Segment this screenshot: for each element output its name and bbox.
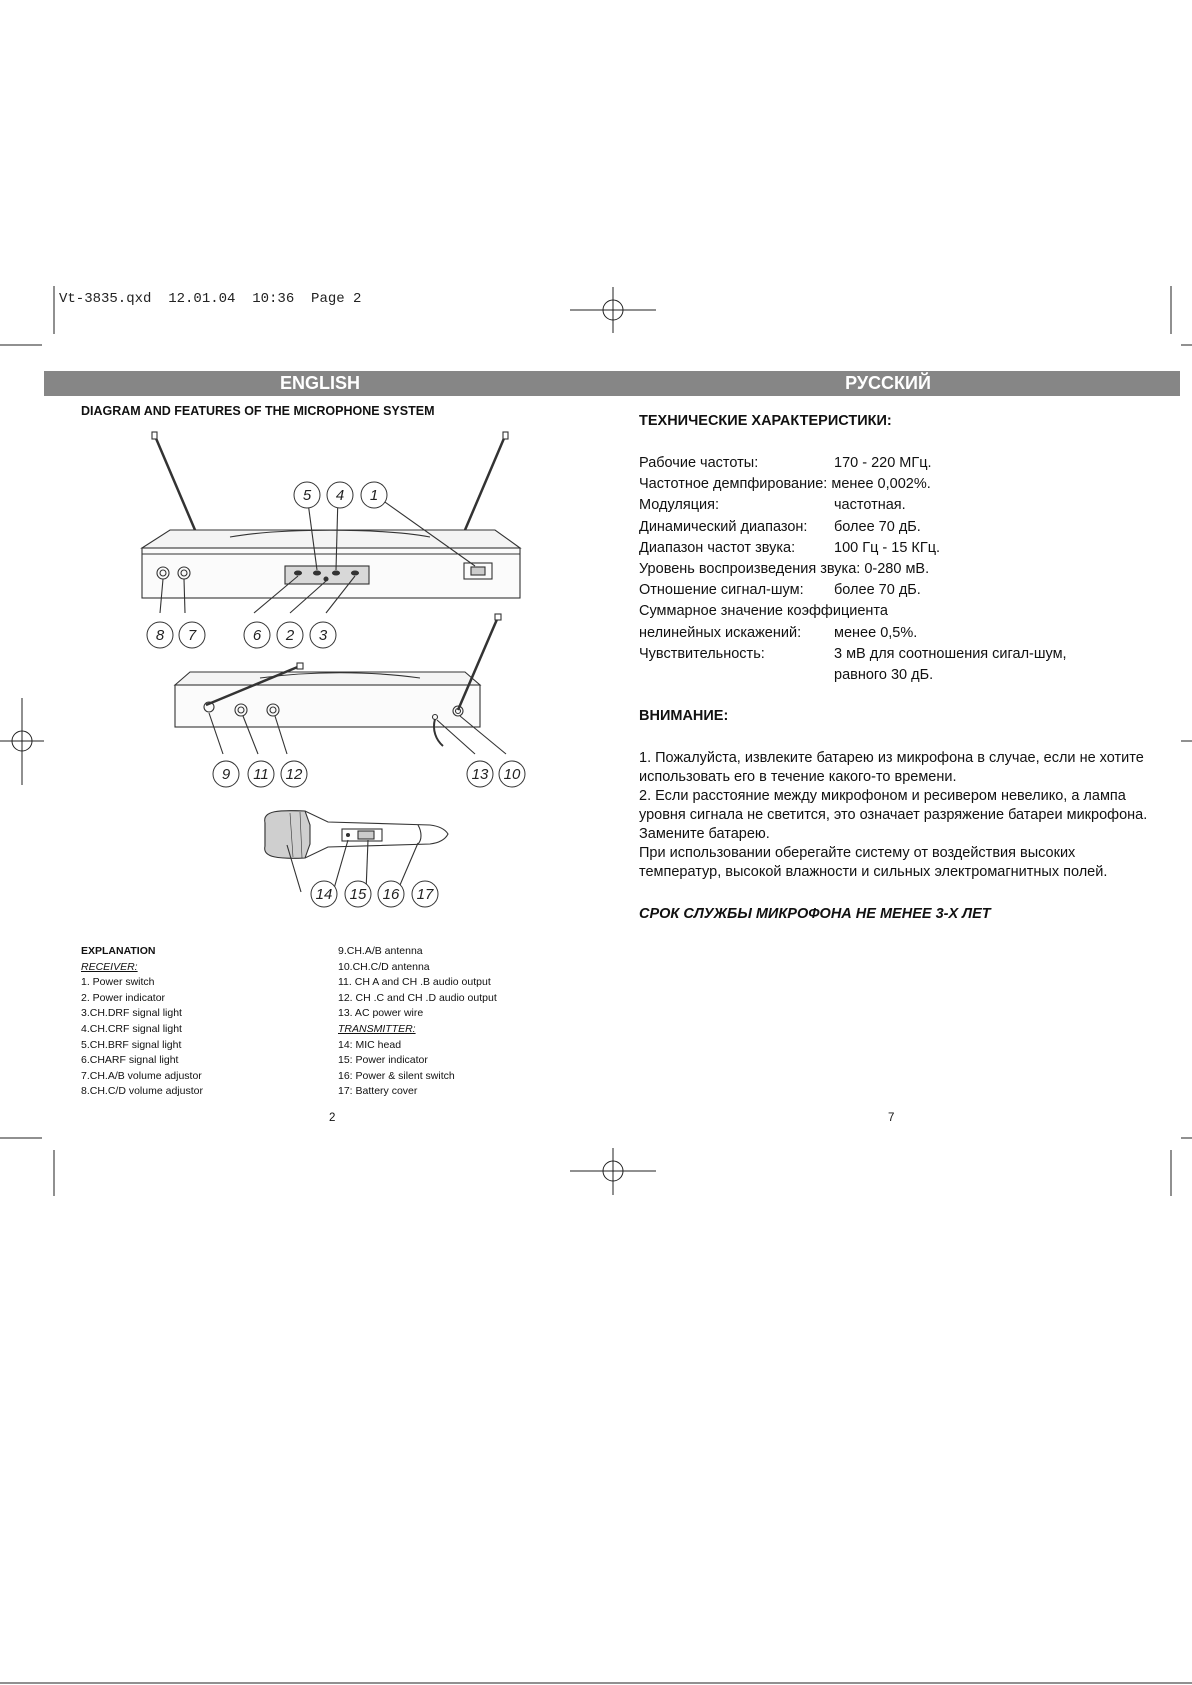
callout-7 [179, 622, 205, 648]
callout-1 [361, 482, 387, 508]
callout-label: 10 [503, 766, 521, 783]
callout-label: 8 [155, 627, 165, 644]
spec-key: Отношение сигнал-шум: [639, 582, 804, 599]
callout-10 [499, 761, 525, 787]
spec-key: Модуляция: [639, 497, 719, 514]
microphone-system-diagram [130, 430, 550, 910]
spec-key: Суммарное значение коэффициента [639, 603, 888, 620]
attention-item: 1. Пожалуйста, извлеките батарею из микрофона в случае, если не хотите использовать его в течение какого-то времени. [639, 750, 1144, 785]
spec-value: 170 - 220 МГц. [834, 455, 932, 471]
callout-label: 3 [318, 627, 328, 644]
spec-row [639, 559, 1159, 580]
explanation-heading: EXPLANATION [81, 945, 156, 957]
callout-label: 15 [349, 886, 367, 903]
callout-11 [248, 761, 274, 787]
list-item: 7.CH.A/B volume adjustor [81, 1069, 202, 1082]
explanation-col-1 [81, 944, 203, 1100]
spec-row [639, 538, 1159, 559]
spec-key: Диапазон частот звука: [639, 539, 796, 556]
spec-value: более 70 дБ. [834, 518, 921, 535]
spec-key: Динамический диапазон: [639, 518, 808, 535]
list-item: 9.CH.A/B antenna [338, 945, 423, 957]
callout-15 [345, 881, 371, 907]
spec-row [639, 474, 1159, 495]
list-item: 8.CH.C/D volume adjustor [81, 1085, 203, 1098]
spec-row [639, 517, 1159, 538]
russian-header: РУССКИЙ [845, 373, 931, 393]
spec-row [639, 644, 1159, 665]
attention-title: ВНИМАНИЕ: [639, 708, 729, 724]
page-number-right: 7 [888, 1112, 895, 1124]
diagram-title: DIAGRAM AND FEATURES OF THE MICROPHONE SYSTEM [81, 404, 435, 418]
callout-label: 13 [471, 766, 489, 783]
spec-key: Рабочие частоты: [639, 455, 759, 471]
callout-16 [378, 881, 404, 907]
spec-key: нелинейных искажений: [639, 624, 802, 641]
spec-value: менее 0,5%. [834, 624, 918, 641]
callout-label: 11 [253, 766, 269, 783]
spec-value: частотная. [834, 497, 906, 514]
callout-label: 17 [416, 886, 434, 903]
callout-label: 14 [315, 886, 333, 903]
list-item: 1. Power switch [81, 976, 155, 989]
spec-value: 3 мВ для соотношения сигал-шум, [834, 645, 1067, 662]
list-item: 13. AC power wire [338, 1007, 424, 1020]
attention-list [639, 749, 1149, 882]
spec-row [639, 601, 1159, 622]
english-header: ENGLISH [279, 373, 360, 393]
list-item: 11. CH A and CH .B audio output [338, 976, 491, 989]
spec-row [639, 495, 1159, 516]
callout-13 [467, 761, 493, 787]
spec-key: Частотное демпфирование: менее 0,002%. [639, 476, 931, 493]
list-item: 4.CH.CRF signal light [81, 1022, 182, 1035]
callout-14 [311, 881, 337, 907]
specs-list [639, 453, 1159, 686]
spec-row [639, 665, 1159, 686]
list-item: 14: MIC head [338, 1038, 402, 1051]
specs-title: ТЕХНИЧЕСКИЕ ХАРАКТЕРИСТИКИ: [639, 413, 892, 429]
callout-label: 2 [285, 627, 295, 644]
callout-label: 5 [302, 487, 312, 504]
attention-item: При использовании оберегайте систему от воздействия высоких температур, высокой влажности и сильных электромагнитных полей. [639, 845, 1108, 880]
list-item: 12. CH .C and CH .D audio output [338, 991, 497, 1004]
file-slug: Vt-3835.qxd 12.01.04 10:36 Page 2 [59, 291, 362, 307]
callout-label: 4 [335, 487, 345, 504]
spec-key: Чувствительность: [639, 645, 765, 662]
list-item: 2. Power indicator [81, 991, 166, 1004]
callout-3 [310, 622, 336, 648]
callout-label: 12 [285, 766, 303, 783]
callout-8 [147, 622, 173, 648]
attention-item: 2. Если расстояние между микрофоном и ресивером невелико, а лампа уровня сигнала не светится, это означает разряжение батареи микрофона. Замените батарею. [639, 788, 1148, 842]
callout-label: 7 [187, 627, 197, 644]
callout-17 [412, 881, 438, 907]
callout-12 [281, 761, 307, 787]
callout-label: 6 [252, 627, 262, 644]
spec-row [639, 580, 1159, 601]
callout-9 [213, 761, 239, 787]
callout-2 [277, 622, 303, 648]
spec-row [639, 453, 1159, 474]
spec-value: 100 Гц - 15 КГц. [834, 539, 941, 556]
spec-key: Уровень воспроизведения звука: 0-280 мВ. [639, 560, 930, 577]
callout-4 [327, 482, 353, 508]
callout-6 [244, 622, 270, 648]
spec-row [639, 623, 1159, 644]
receiver-label: RECEIVER: [81, 960, 138, 973]
list-item: 6.CHARF signal light [81, 1054, 179, 1067]
spec-value: более 70 дБ. [834, 582, 921, 599]
callout-label: 9 [221, 766, 231, 783]
list-item: 3.CH.DRF signal light [81, 1007, 182, 1020]
list-item: 15: Power indicator [338, 1054, 428, 1067]
transmitter-label: TRANSMITTER: [338, 1022, 416, 1035]
service-life-note: СРОК СЛУЖБЫ МИКРОФОНА НЕ МЕНЕЕ 3-Х ЛЕТ [639, 906, 991, 922]
page-number-left: 2 [329, 1112, 336, 1124]
list-item: 5.CH.BRF signal light [81, 1038, 182, 1051]
list-item: 10.CH.C/D antenna [338, 960, 430, 973]
callout-5 [294, 482, 320, 508]
list-item: 16: Power & silent switch [338, 1069, 455, 1082]
callout-label: 16 [382, 886, 400, 903]
callout-label: 1 [369, 487, 379, 504]
spec-value: равного 30 дБ. [834, 666, 934, 683]
explanation-col-2 [338, 944, 497, 1100]
list-item: 17: Battery cover [338, 1085, 418, 1098]
